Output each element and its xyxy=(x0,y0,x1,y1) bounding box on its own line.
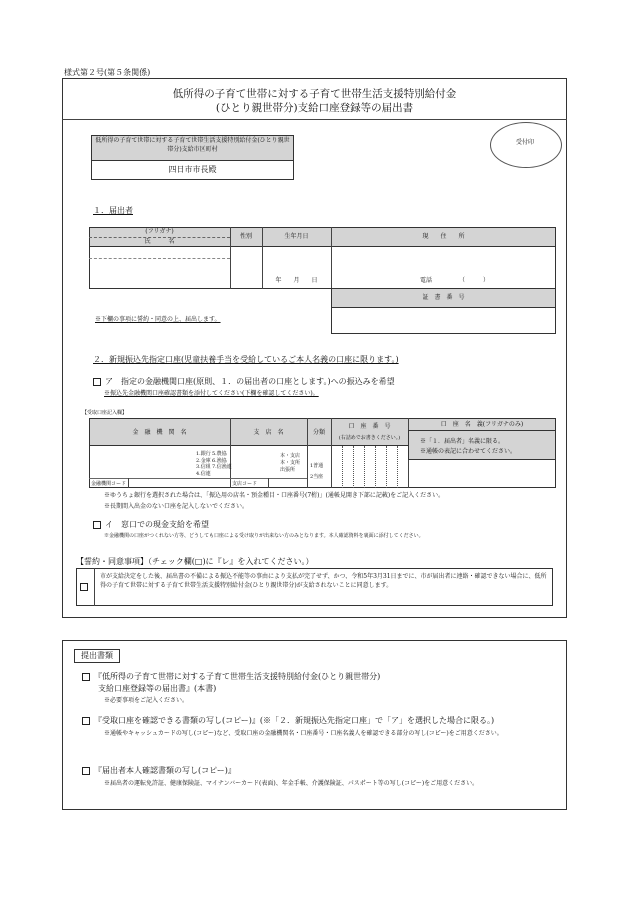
option-i-row xyxy=(93,520,209,530)
form-title xyxy=(62,87,567,115)
name-label: 氏 名 xyxy=(144,238,175,245)
account-type-list: 1普通 2当座 xyxy=(310,463,324,480)
pledge-checkbox[interactable] xyxy=(80,583,88,591)
title-line-2: (ひとり親世帯分)支給口座登録等の届出書 xyxy=(215,102,414,115)
cert-number-field[interactable] xyxy=(331,307,556,334)
document-3-checkbox[interactable] xyxy=(82,767,90,775)
document-item-3: 『届出者本人確認書類の写し(コピー)』 xyxy=(82,766,236,776)
option-a-row xyxy=(93,377,395,387)
birthdate-format: 年 月 日 xyxy=(275,277,318,284)
long-unused-note: ※長期間入出金のない口座を記入しないでください。 xyxy=(104,503,249,510)
form-number: 様式第２号(第５条関係) xyxy=(64,68,151,77)
pledge-text: 市が支給決定をした後、届出書の不備による振込不能等の事由により支払が完了せず、かつ、令和5年3月31日までに、市が届出者に連絡・確認できない場合に、低所得の子育て世帯に対する子育て世帯生活支援特別給付金(ひとり親世帯分)が支給されないことに同意します。 xyxy=(100,573,547,590)
document-item-1: 『低所得の子育て世帯に対する子育て世帯生活支援特別給付金(ひとり親世帯分) 支給口座登録等の届出書』(本書) xyxy=(82,671,380,695)
document-1-checkbox[interactable] xyxy=(82,673,90,681)
phone-label: 電話 （ ） xyxy=(420,277,490,284)
branch-code-label: 支店コード xyxy=(232,481,258,487)
bank-box-label: 【受取口座記入欄】 xyxy=(82,410,128,416)
branch-header: 支 店 名 xyxy=(253,429,284,436)
addressee-value: 四日市市長殿 xyxy=(168,165,217,174)
document-item-2: 『受取口座を確認できる書類の写し(コピー)』(※「２．新規振込先指定口座」で「ア」を選択した場合に限る。) xyxy=(82,716,494,726)
document-2-note: ※通帳やキャッシュカードの写し(コピー)など、受取口座の金融機関名・口座番号・口座名義人を確認できる部分の写し(コピー)をご用意ください。 xyxy=(104,730,503,737)
document-2-checkbox[interactable] xyxy=(82,717,90,725)
bank-type-list-2: 5.農協 6.漁協 7.信漁連 xyxy=(212,451,232,470)
document-1-note: ※必要事項をご記入ください。 xyxy=(104,697,189,704)
addressee-header-text: 低所得の子育て世帯に対する子育て世帯生活支援特別給付金(ひとり親世帯分)支給市区町村 xyxy=(95,137,290,153)
reception-stamp-label: 受付印 xyxy=(515,139,534,146)
gender-label: 性別 xyxy=(239,233,252,240)
account-number-header: 口 座 番 号 xyxy=(348,423,391,430)
address-label: 現 住 所 xyxy=(422,233,465,240)
furigana-label: (フリガナ) xyxy=(145,228,174,235)
yucho-note: ※ゆうちょ銀行を選択された場合は、「振込用の店名・預金種目・口座番号(7桁)」(通帳見開き下部に記載)をご記入ください。 xyxy=(104,492,445,499)
option-a-note: ※振込先金融機関口座確認書類を添付してください(下欄を確認してください)。 xyxy=(104,390,319,397)
option-a-label: ア 指定の金融機関口座(原則、１．の届出者の口座とします。)への振込みを希望 xyxy=(105,377,395,386)
branch-type-list: 本・支店 本・支所 出張所 xyxy=(280,453,301,473)
birthdate-label: 生年月日 xyxy=(284,233,309,240)
option-a-checkbox[interactable] xyxy=(93,378,101,386)
option-i-note: ※金融機関の口座がつくれない方等、どうしても口座による受け取りが出来ない方のみとなります。本人確認資料を裏面に添付してください。 xyxy=(104,533,424,539)
agree-note: ※下欄の事項に誓約・同意の上、届出します。 xyxy=(95,316,221,323)
cert-number-label: 証 書 番 号 xyxy=(422,294,465,301)
option-i-label: イ 窓口での現金支給を希望 xyxy=(105,520,209,529)
account-number-subheader: (右詰めでお書きください。) xyxy=(338,435,401,441)
document-3-note: ※届出者の運転免許証、健康保険証、マイナンバーカード(表面)、年金手帳、介護保険証、パスポート等の写し(コピー)をご用意ください。 xyxy=(104,780,479,787)
account-holder-header: 口 座 名 義(フリガナのみ) xyxy=(440,421,524,428)
bank-code-label: 金融機関コード xyxy=(91,481,127,487)
option-i-checkbox[interactable] xyxy=(93,521,101,529)
documents-heading: 提出書類 xyxy=(81,651,113,660)
bank-name-header: 金 融 機 関 名 xyxy=(132,429,187,436)
title-divider xyxy=(62,119,567,120)
section2-heading: ２．新規振込先指定口座(児童扶養手当を受給しているご本人名義の口座に限ります。) xyxy=(93,355,399,364)
title-line-1: 低所得の子育て世帯に対する子育て世帯生活支援特別給付金 xyxy=(172,88,457,100)
bank-type-list-1: 1.銀行 2.金庫 3.信組 4.信連 xyxy=(196,451,211,477)
holder-notes: ※「１．届出者」名義に限る。 ※通帳の表記に合わせてください。 xyxy=(420,438,517,455)
pledge-heading: 【誓約・同意事項】（チェック欄(□)に『レ』を入れてください。） xyxy=(76,557,314,566)
section1-heading: １．届出者 xyxy=(93,206,133,215)
account-type-header: 分類 xyxy=(312,429,325,436)
